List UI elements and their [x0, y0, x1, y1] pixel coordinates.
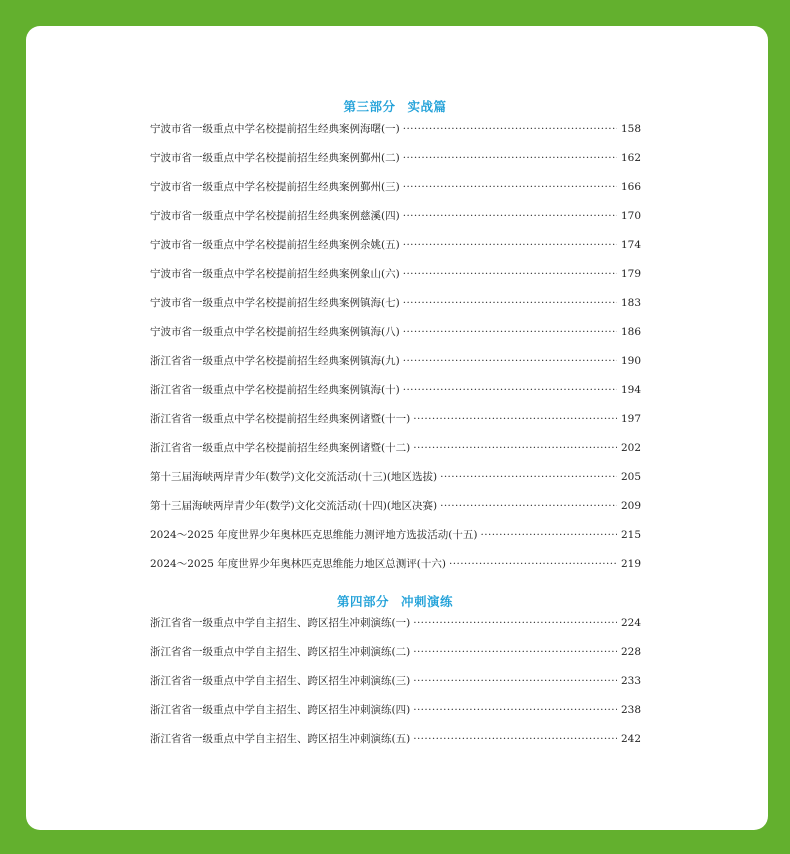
- toc-entry-title: 浙江省省一级重点中学名校提前招生经典案例镇海(十): [150, 384, 400, 396]
- dot-leader: [413, 413, 617, 425]
- toc-entry-title: 浙江省省一级重点中学自主招生、跨区招生冲刺演练(一): [150, 617, 411, 629]
- toc-entry[interactable]: [150, 527, 641, 556]
- toc-entry-page-number: 219: [620, 558, 641, 570]
- toc-entry-page-number: 158: [620, 123, 641, 135]
- toc-entry[interactable]: [150, 673, 641, 702]
- toc-entry-page-number: 170: [620, 210, 641, 222]
- toc-entry-page-number: 238: [620, 704, 641, 716]
- toc-entry-title: 宁波市省一级重点中学名校提前招生经典案例镇海(七): [150, 297, 400, 309]
- toc-entry-title: 宁波市省一级重点中学名校提前招生经典案例余姚(五): [150, 239, 400, 251]
- section-number: 第三部分: [343, 99, 396, 114]
- section-title-part-three: [0, 97, 790, 115]
- toc-entry-title: 宁波市省一级重点中学名校提前招生经典案例鄞州(三): [150, 181, 400, 193]
- toc-entry[interactable]: [150, 353, 641, 382]
- toc-entry-title: 第十三届海峡两岸青少年(数学)文化交流活动(十三)(地区选拔): [150, 471, 438, 483]
- section-name: 冲刺演练: [401, 594, 454, 609]
- toc-entry-page-number: 224: [620, 617, 641, 629]
- toc-list-part-four: [150, 615, 641, 760]
- toc-entry-title: 浙江省省一级重点中学自主招生、跨区招生冲刺演练(三): [150, 675, 411, 687]
- toc-entry-page-number: 186: [620, 326, 641, 338]
- toc-entry[interactable]: [150, 237, 641, 266]
- toc-entry-page-number: 174: [620, 239, 641, 251]
- dot-leader: [403, 297, 617, 309]
- toc-entry[interactable]: [150, 731, 641, 760]
- toc-entry-page-number: 228: [620, 646, 641, 658]
- toc-entry[interactable]: [150, 150, 641, 179]
- section-name: 实战篇: [407, 99, 447, 114]
- toc-entry[interactable]: [150, 266, 641, 295]
- dot-leader: [403, 384, 617, 396]
- dot-leader: [440, 471, 617, 483]
- toc-entry-page-number: 209: [620, 500, 641, 512]
- toc-entry-page-number: 194: [620, 384, 641, 396]
- toc-entry-title: 浙江省省一级重点中学自主招生、跨区招生冲刺演练(四): [150, 704, 411, 716]
- dot-leader: [403, 355, 617, 367]
- dot-leader: [440, 500, 617, 512]
- toc-entry-title: 2024～2025 年度世界少年奥林匹克思维能力测评地方选拔活动(十五): [150, 529, 478, 541]
- toc-entry-title: 浙江省省一级重点中学名校提前招生经典案例镇海(九): [150, 355, 400, 367]
- toc-entry[interactable]: [150, 382, 641, 411]
- dot-leader: [403, 268, 617, 280]
- toc-entry-title: 2024～2025 年度世界少年奥林匹克思维能力地区总测评(十六): [150, 558, 446, 570]
- section-number: 第四部分: [336, 594, 389, 609]
- toc-list-part-three: [150, 121, 641, 585]
- dot-leader: [480, 529, 616, 541]
- toc-entry[interactable]: [150, 615, 641, 644]
- toc-entry[interactable]: [150, 295, 641, 324]
- dot-leader: [413, 704, 617, 716]
- toc-entry-page-number: 233: [620, 675, 641, 687]
- toc-entry[interactable]: [150, 469, 641, 498]
- toc-entry-page-number: 197: [620, 413, 641, 425]
- dot-leader: [403, 123, 617, 135]
- toc-entry-title: 宁波市省一级重点中学名校提前招生经典案例象山(六): [150, 268, 400, 280]
- toc-entry-page-number: 190: [620, 355, 641, 367]
- dot-leader: [403, 326, 617, 338]
- toc-entry-title: 宁波市省一级重点中学名校提前招生经典案例鄞州(二): [150, 152, 400, 164]
- toc-entry-title: 宁波市省一级重点中学名校提前招生经典案例慈溪(四): [150, 210, 400, 222]
- toc-entry-title: 宁波市省一级重点中学名校提前招生经典案例镇海(八): [150, 326, 400, 338]
- dot-leader: [413, 617, 617, 629]
- toc-entry[interactable]: [150, 440, 641, 469]
- toc-entry[interactable]: [150, 411, 641, 440]
- toc-entry-page-number: 202: [620, 442, 641, 454]
- toc-entry-title: 第十三届海峡两岸青少年(数学)文化交流活动(十四)(地区决赛): [150, 500, 438, 512]
- dot-leader: [413, 675, 617, 687]
- toc-entry-title: 宁波市省一级重点中学名校提前招生经典案例海曙(一): [150, 123, 400, 135]
- dot-leader: [403, 210, 617, 222]
- section-title-part-four: [0, 592, 790, 610]
- toc-entry-title: 浙江省省一级重点中学名校提前招生经典案例诸暨(十二): [150, 442, 411, 454]
- toc-entry[interactable]: [150, 556, 641, 585]
- toc-entry-page-number: 205: [620, 471, 641, 483]
- toc-entry-title: 浙江省省一级重点中学名校提前招生经典案例诸暨(十一): [150, 413, 411, 425]
- toc-entry[interactable]: [150, 179, 641, 208]
- toc-entry[interactable]: [150, 324, 641, 353]
- dot-leader: [449, 558, 617, 570]
- dot-leader: [413, 733, 617, 745]
- toc-entry-page-number: 183: [620, 297, 641, 309]
- dot-leader: [403, 239, 617, 251]
- toc-entry-title: 浙江省省一级重点中学自主招生、跨区招生冲刺演练(五): [150, 733, 411, 745]
- toc-entry[interactable]: [150, 702, 641, 731]
- dot-leader: [403, 152, 617, 164]
- toc-entry[interactable]: [150, 121, 641, 150]
- toc-entry-page-number: 215: [620, 529, 641, 541]
- toc-entry-title: 浙江省省一级重点中学自主招生、跨区招生冲刺演练(二): [150, 646, 411, 658]
- dot-leader: [413, 646, 617, 658]
- toc-entry[interactable]: [150, 208, 641, 237]
- toc-entry[interactable]: [150, 498, 641, 527]
- toc-entry-page-number: 242: [620, 733, 641, 745]
- toc-entry-page-number: 179: [620, 268, 641, 280]
- dot-leader: [413, 442, 617, 454]
- toc-entry[interactable]: [150, 644, 641, 673]
- toc-entry-page-number: 166: [620, 181, 641, 193]
- toc-entry-page-number: 162: [620, 152, 641, 164]
- dot-leader: [403, 181, 617, 193]
